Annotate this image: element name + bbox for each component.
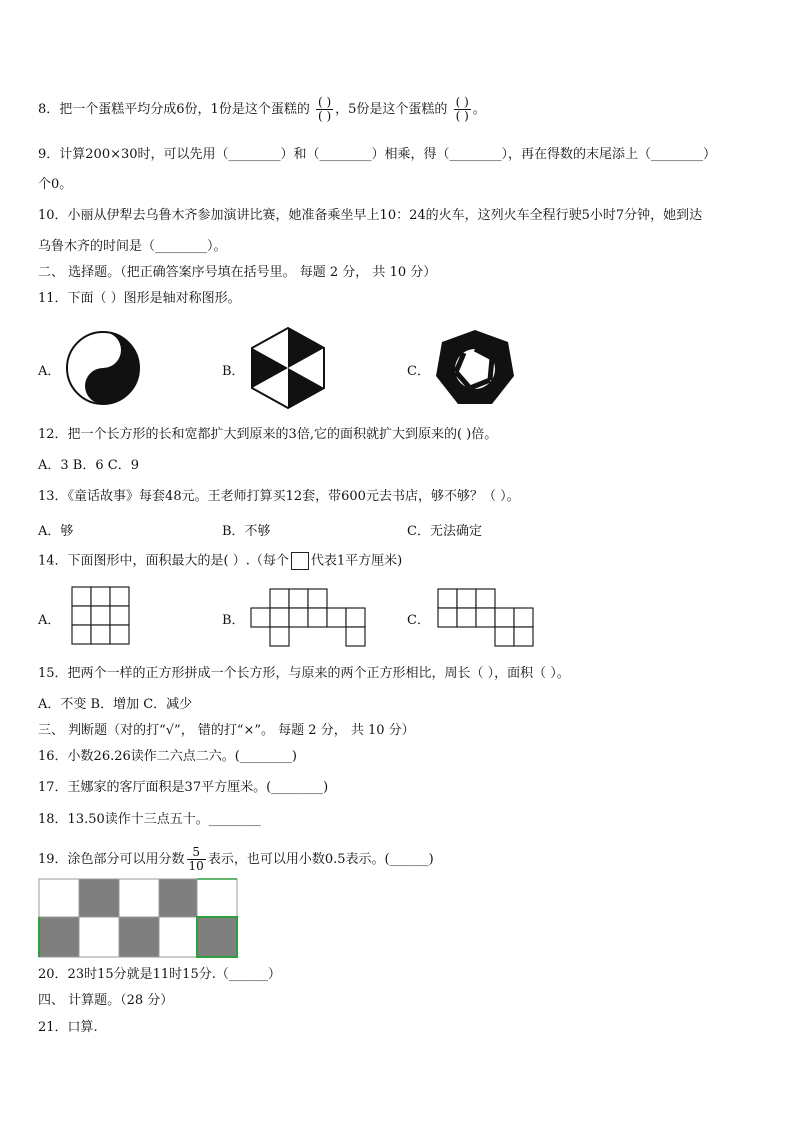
q13-option-b: B．不够 bbox=[222, 524, 271, 539]
option-c-label: C． bbox=[407, 364, 430, 379]
question-8: 8．把一个蛋糕平均分成6份，1份是这个蛋糕的 $\frac{( )}{( )}$ ，5份是这个蛋糕的 $\frac{( )}{( )}$ 。 bbox=[38, 95, 486, 123]
unit-square-icon bbox=[291, 552, 309, 570]
question-9-line-2: 个0。 bbox=[38, 177, 73, 192]
yin-yang-icon bbox=[64, 329, 142, 407]
q13-option-c: C．无法确定 bbox=[407, 524, 482, 539]
hexagon-triangles-icon bbox=[250, 326, 326, 410]
option-a-label: A． bbox=[38, 364, 61, 379]
q14-option-c: C． bbox=[407, 613, 430, 628]
fraction-blank-2[interactable]: $\frac{( )}{( )}$ bbox=[455, 95, 469, 123]
q14-option-a: A． bbox=[38, 613, 61, 628]
fraction-blank-1[interactable]: $\frac{( )}{( )}$ bbox=[317, 95, 332, 123]
question-15-options: A．不变 B．增加 C．减少 bbox=[38, 697, 193, 712]
question-16: 16．小数26.26读作二六点二六。(________) bbox=[38, 749, 297, 764]
question-19: 19．涂色部分可以用分数 $\frac{5}{10}$ 表示，也可以用小数0.5表示。(______) bbox=[38, 845, 434, 873]
question-17: 17．王娜家的客厅面积是37平方厘米。(________) bbox=[38, 780, 329, 795]
question-18: 18．13.50读作十三点五十。________ bbox=[38, 812, 261, 827]
shaded-grid-figure bbox=[38, 877, 240, 959]
grid-shape-b bbox=[250, 587, 368, 647]
question-14: 14．下面图形中，面积最大的是( ）.（每个 代表1平方厘米) bbox=[38, 553, 403, 569]
aperture-icon bbox=[434, 328, 516, 408]
q13-option-a: A．够 bbox=[38, 524, 74, 539]
question-12-options: A．3 B．6 C．9 bbox=[38, 458, 139, 473]
section-4-title: 四、 计算题。（28 分） bbox=[38, 993, 174, 1008]
section-2-title: 二、 选择题。（把正确答案序号填在括号里。 每题 2 分， 共 10 分） bbox=[38, 265, 437, 280]
question-10-line-1: 10．小丽从伊犁去乌鲁木齐参加演讲比赛，她准备乘坐早上10：24的火车，这列火车全程行驶5小时7分钟，她到达 bbox=[38, 208, 703, 223]
question-21: 21．口算. bbox=[38, 1020, 98, 1035]
question-20: 20．23时15分就是11时15分.（______） bbox=[38, 967, 281, 982]
option-b-label: B． bbox=[222, 364, 245, 379]
question-13: 13．《童话故事》每套48元。王老师打算买12套，带600元去书店，够不够？（ ）。 bbox=[38, 489, 520, 504]
grid-shape-a bbox=[70, 585, 132, 645]
grid-shape-c bbox=[436, 587, 536, 647]
q14-option-b: B． bbox=[222, 613, 245, 628]
question-11: 11．下面（ ）图形是轴对称图形。 bbox=[38, 291, 241, 306]
question-9-line-1: 9．计算200×30时，可以先用（________）和（________）相乘，得（________），再在得数的末尾添上（________） bbox=[38, 147, 717, 162]
fraction-5-10: $\frac{5}{10}$ bbox=[188, 845, 204, 873]
question-15: 15．把两个一样的正方形拼成一个长方形，与原来的两个正方形相比，周长（ ），面积（ ）。 bbox=[38, 666, 570, 681]
question-12: 12．把一个长方形的长和宽都扩大到原来的3倍,它的面积就扩大到原来的( )倍。 bbox=[38, 427, 498, 442]
section-3-title: 三、 判断题（对的打“√”， 错的打“×”。 每题 2 分， 共 10 分） bbox=[38, 723, 415, 738]
question-10-line-2: 乌鲁木齐的时间是（________）。 bbox=[38, 239, 227, 254]
